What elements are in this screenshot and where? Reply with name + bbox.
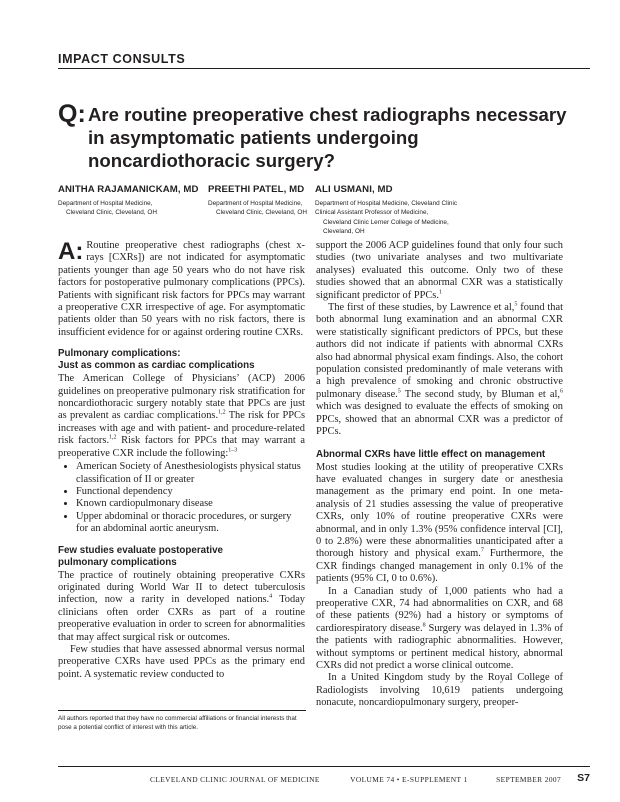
section-heading: Abnormal CXRs have little effect on management — [316, 448, 546, 460]
issue-date: SEPTEMBER 2007 — [496, 775, 562, 784]
author-name: PREETHI PATEL, MD — [208, 184, 305, 195]
body-paragraph: Few studies that have assessed abnormal versus normal preoperative CXRs have used PPCs as the primary end point. A systematic review conducted to — [58, 643, 305, 680]
author-block — [58, 184, 199, 218]
section-heading: Few studies evaluate postoperative pulmonary complications — [58, 544, 223, 568]
running-footer — [150, 775, 561, 784]
list-item: • Functional dependency — [76, 486, 305, 498]
journal-name: CLEVELAND CLINIC JOURNAL OF MEDICINE — [150, 775, 320, 784]
issue-info: VOLUME 74 • E-SUPPLEMENT 1 — [350, 775, 468, 784]
question-letter: Q: — [58, 100, 86, 128]
author-affiliation: Department of Hospital Medicine, Cleveland Clinic, Cleveland, OH — [58, 200, 157, 217]
body-paragraph: support the 2006 ACP guidelines found that only four such studies (two univariate analyses and two multivariate analyses) evaluated this outcome. Only two of these studies showed that an abnormal CXR was a statistically significant predictor of PPCs.$^1$ — [316, 240, 563, 301]
body-paragraph: The first of these studies, by Lawrence et al,$^5$ found that both abnormal lung examination and an abnormal CXR were statistically significant predictors of PPCs, but these authors did not indicate if patients with abnormal CXRs also had abnormal physical exam findings. Also, the cohort population consisted predominantly of male veterans with a high prevalence of smoking and chronic obstructive pulmonary disease.$^5$ The second study, by Bluman et al,$^6$ which was designed to evaluate the effects of smoking on PPCs, showed that an abnormal CXR was a predictor of PPCs. — [316, 301, 563, 438]
author-affiliation: Department of Hospital Medicine, Cleveland Clinic Clinical Assistant Professor of Medicine, Cleveland Clinic Lerner College of Medicine, Cleveland, OH — [315, 200, 458, 236]
author-block — [315, 184, 457, 237]
page-number: S7 — [577, 772, 590, 784]
answer-paragraph: A: Routine preoperative chest radiographs (chest x-rays [CXRs]) are not indicated for asymptomatic patients younger than age 50 years who do not have risk factors for postoperative pulmonary complications (PPCs). Patients with significant risk factors for PPCs may warrant a preoperative CXR irrespective of age. For asymptomatic patients older than 50 years with no risk factors, there is insufficient evidence for or against ordering routine CXRs. — [58, 238, 305, 338]
body-paragraph: The American College of Physicians’ (ACP) 2006 guidelines on preoperative pulmonary risk stratification for noncardiothoracic surgery notably state that PPCs are just as prevalent as cardiac complications.$^{1,2}$ The risk for PPCs increases with age and with patient- and procedure-related risk factors.$^{1,2}$ Risk factors for PPCs that may warrant a preoperative CXR include the following:$^{1-3}$ — [58, 373, 305, 459]
author-affiliation: Department of Hospital Medicine, Cleveland Clinic, Cleveland, OH — [208, 200, 307, 217]
header-rule — [58, 68, 590, 69]
list-item: • American Society of Anesthesiologists physical status classification of II or greater — [76, 461, 305, 486]
left-column — [58, 240, 305, 681]
author-name: ALI USMANI, MD — [315, 184, 393, 195]
author-block — [208, 184, 307, 218]
footnote-rule — [58, 710, 306, 711]
list-item: • Upper abdominal or thoracic procedures, or surgery for an abdominal aortic aneurysm. — [76, 511, 305, 536]
footer-rule — [58, 766, 590, 767]
body-paragraph: In a Canadian study of 1,000 patients who had a preoperative CXR, 74 had abnormalities on CXR, and 68 of these patients (92%) had a history or symptoms of cardiorespiratory disease.$^8$ Surgery was delayed in 1.3% of the patients with radiographic abnormalities. However, without symptoms or pertinent medical history, abnormal CXRs did not predict a worse clinical outcome. — [316, 585, 563, 671]
article-title: Are routine preoperative chest radiographs necessary in asymptomatic patients undergoing noncardiothoracic surgery? — [88, 104, 567, 171]
disclosure-footnote: All authors reported that they have no commercial affiliations or financial interests that pose a potential conflict of interest with this article. — [58, 715, 297, 731]
author-name: ANITHA RAJAMANICKAM, MD — [58, 184, 199, 195]
right-column — [316, 240, 563, 710]
list-item: • Known cardiopulmonary disease — [76, 498, 305, 510]
risk-factor-list — [58, 461, 305, 535]
answer-letter: A: — [58, 238, 84, 265]
body-paragraph: Most studies looking at the utility of preoperative CXRs have evaluated changes in surgery date or anesthesia management as the primary end point. In one meta-analysis of 21 studies assessing the value of preoperative CXRs, only 10% of routine preoperative CXRs were abnormal, and in only 1.3% (95% confidence interval [CI], 0 to 2.8%) were these abnormalities unanticipated after a thorough history and physical exam.$^7$ Furthermore, the CXR findings changed management in only 0.1% of the patients (95% CI, 0 to 0.6%). — [316, 461, 563, 585]
body-paragraph: In a United Kingdom study by the Royal College of Radiologists involving 10,619 patients undergoing nonacute, noncardiopulmonary surgery, preoper- — [316, 672, 563, 709]
section-heading: Pulmonary complications: Just as common as cardiac complications — [58, 348, 255, 372]
body-paragraph: The practice of routinely obtaining preoperative CXRs originated during World War II to detect tuberculosis infection, now a rarity in developed nations.$^4$ Today clinicians often order CXRs as part of a routine preoperative evaluation in order to screen for abnormalities that may affect surgical risk or outcomes. — [58, 569, 306, 643]
section-header: IMPACT CONSULTS — [58, 52, 186, 66]
